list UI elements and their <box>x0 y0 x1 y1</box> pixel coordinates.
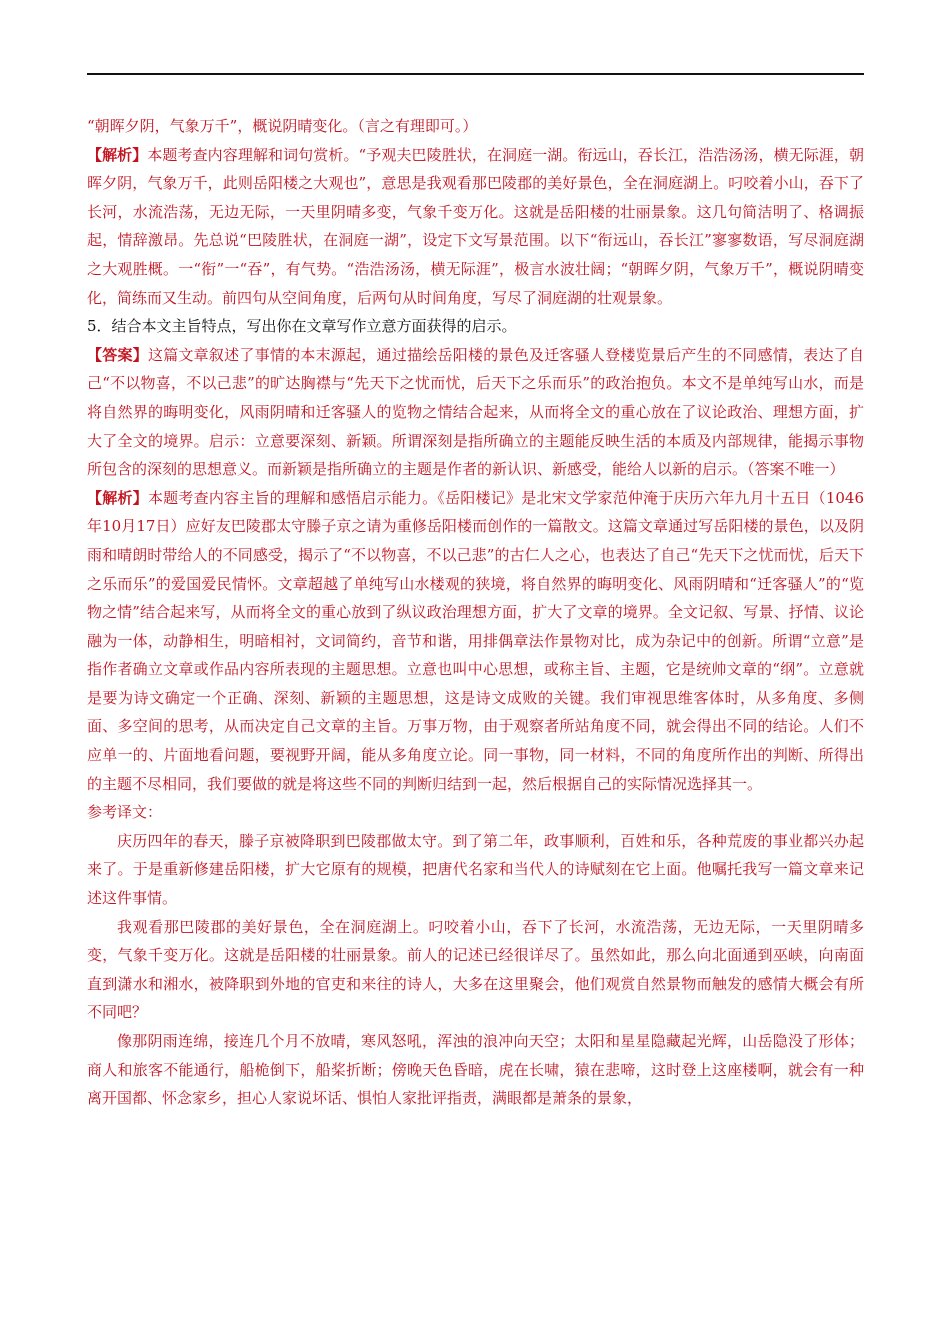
translation-heading: 参考译文： <box>87 803 163 822</box>
question-5: 5．结合本文主旨特点，写出你在文章写作立意方面获得的启示。 <box>87 317 517 336</box>
answer-tag: 【答案】 <box>87 345 148 364</box>
analysis-text: 本题考查内容主旨的理解和感悟启示能力。《岳阳楼记》是北宋文学家范仲淹于庆历六年九月十五日（1046年10月17日）应好友巴陵郡太守滕子京之请为重修岳阳楼而创作的一篇散文。这篇文章通过写岳阳楼的景色，以及阴雨和晴朗时带给人的不同感受，揭示了“不以物喜，不以己悲”的古仁人之心，也表达了自己“先天下之忧而忧，后天下之乐而乐”的爱国爱民情怀。文章超越了单纯写山水楼观的狭境，将自然界的晦明变化、风雨阴晴和“迁客骚人”的“览物之情”结合起来写，从而将全文的重心放到了纵议政治理想方面，扩大了文章的境界。全文记叙、写景、抒情、议论融为一体，动静相生，明暗相衬，文词简约，音节和谐，用排偶章法作景物对比，成为杂记中的创新。所谓“立意”是指作者确立文章或作品内容所表现的主题思想。立意也叫中心思想，或称主旨、主题，它是统帅文章的“纲”。立意就是要为诗文确定一个正确、深刻、新颖的主题思想，这是诗文成败的关键。我们审视思维客体时，从多角度、多侧面、多空间的思考，从而决定自己文章的主旨。万事万物，由于观察者所站角度不同，就会得出不同的结论。人们不应单一的、片面地看问题，要视野开阔，能从多角度立论。同一事物，同一材料，不同的角度所作出的判断、所得出的主题不尽相同，我们要做的就是将这些不同的判断归结到一起，然后根据自己的实际情况选择其一。 <box>87 488 864 793</box>
translation-paragraph: 庆历四年的春天，滕子京被降职到巴陵郡做太守。到了第二年，政事顺利，百姓和乐，各种荒废的事业都兴办起来了。于是重新修建岳阳楼，扩大它原有的规模，把唐代名家和当代人的诗赋刻在它上面。他嘱托我写一篇文章来记述这件事情。 <box>87 831 864 908</box>
analysis-paragraph-4 <box>87 141 864 313</box>
translation-paragraph: 我观看那巴陵郡的美好景色，全在洞庭湖上。叼咬着小山，吞下了长河，水流浩荡，无边无际，一天里阴晴多变，气象千变万化。这就是岳阳楼的壮丽景象。前人的记述已经很详尽了。虽然如此，那么向北面通到巫峡，向南面直到潇水和湘水，被降职到外地的官吏和来往的诗人，大多在这里聚会，他们观赏自然景物而触发的感情大概会有所不同吧？ <box>87 917 864 1022</box>
header-rule <box>87 73 864 75</box>
answer-text: 这篇文章叙述了事情的本末源起，通过描绘岳阳楼的景色及迁客骚人登楼览景后产生的不同感情，表达了自己“不以物喜，不以己悲”的旷达胸襟与“先天下之忧而忧，后天下之乐而乐”的政治抱负。本文不是单纯写山水，而是将自然界的晦明变化，风雨阴晴和迁客骚人的览物之情结合起来，从而将全文的重心放在了议论政治、理想方面，扩大了全文的境界。启示：立意要深刻、新颖。所谓深刻是指所确立的主题能反映生活的本质及内部规律，能揭示事物所包含的深刻的思想意义。而新颖是指所确立的主题是作者的新认识、新感受，能给人以新的启示。（答案不唯一） <box>87 345 864 479</box>
analysis-paragraph-5 <box>87 484 864 799</box>
answer-tail: “朝晖夕阴，气象万千”，概说阴晴变化。（言之有理即可。） <box>87 117 478 135</box>
analysis-tag: 【解析】 <box>87 488 148 507</box>
document-body <box>87 112 864 1113</box>
analysis-text: 本题考查内容理解和词句赏析。“予观夫巴陵胜状，在洞庭一湖。衔远山，吞长江，浩浩汤汤，横无际涯，朝晖夕阴，气象万千，此则岳阳楼之大观也”，意思是我观看那巴陵郡的美好景色，全在洞庭湖上。叼咬着小山，吞下了长河，水流浩荡，无边无际，一天里阴晴多变，气象千变万化。这就是岳阳楼的壮丽景象。这几句简洁明了、格调振起，情辞激昂。先总说“巴陵胜状，在洞庭一湖”，设定下文写景范围。以下“衔远山，吞长江”寥寥数语，写尽洞庭湖之大观胜概。一“衔”一“吞”，有气势。“浩浩汤汤，横无际涯”，极言水波壮阔；“朝晖夕阴，气象万千”，概说阴晴变化，简练而又生动。前四句从空间角度，后两句从时间角度，写尽了洞庭湖的壮观景象。 <box>87 145 864 307</box>
answer-paragraph-5 <box>87 341 864 484</box>
translation-paragraph: 像那阴雨连绵，接连几个月不放晴，寒风怒吼，浑浊的浪冲向天空；太阳和星星隐藏起光辉，山岳隐没了形体；商人和旅客不能通行，船桅倒下，船桨折断；傍晚天色昏暗，虎在长啸，猿在悲啼，这时登上这座楼啊，就会有一种离开国都、怀念家乡，担心人家说坏话、惧怕人家批评指责，满眼都是萧条的景象， <box>87 1032 864 1108</box>
analysis-tag: 【解析】 <box>87 145 148 164</box>
